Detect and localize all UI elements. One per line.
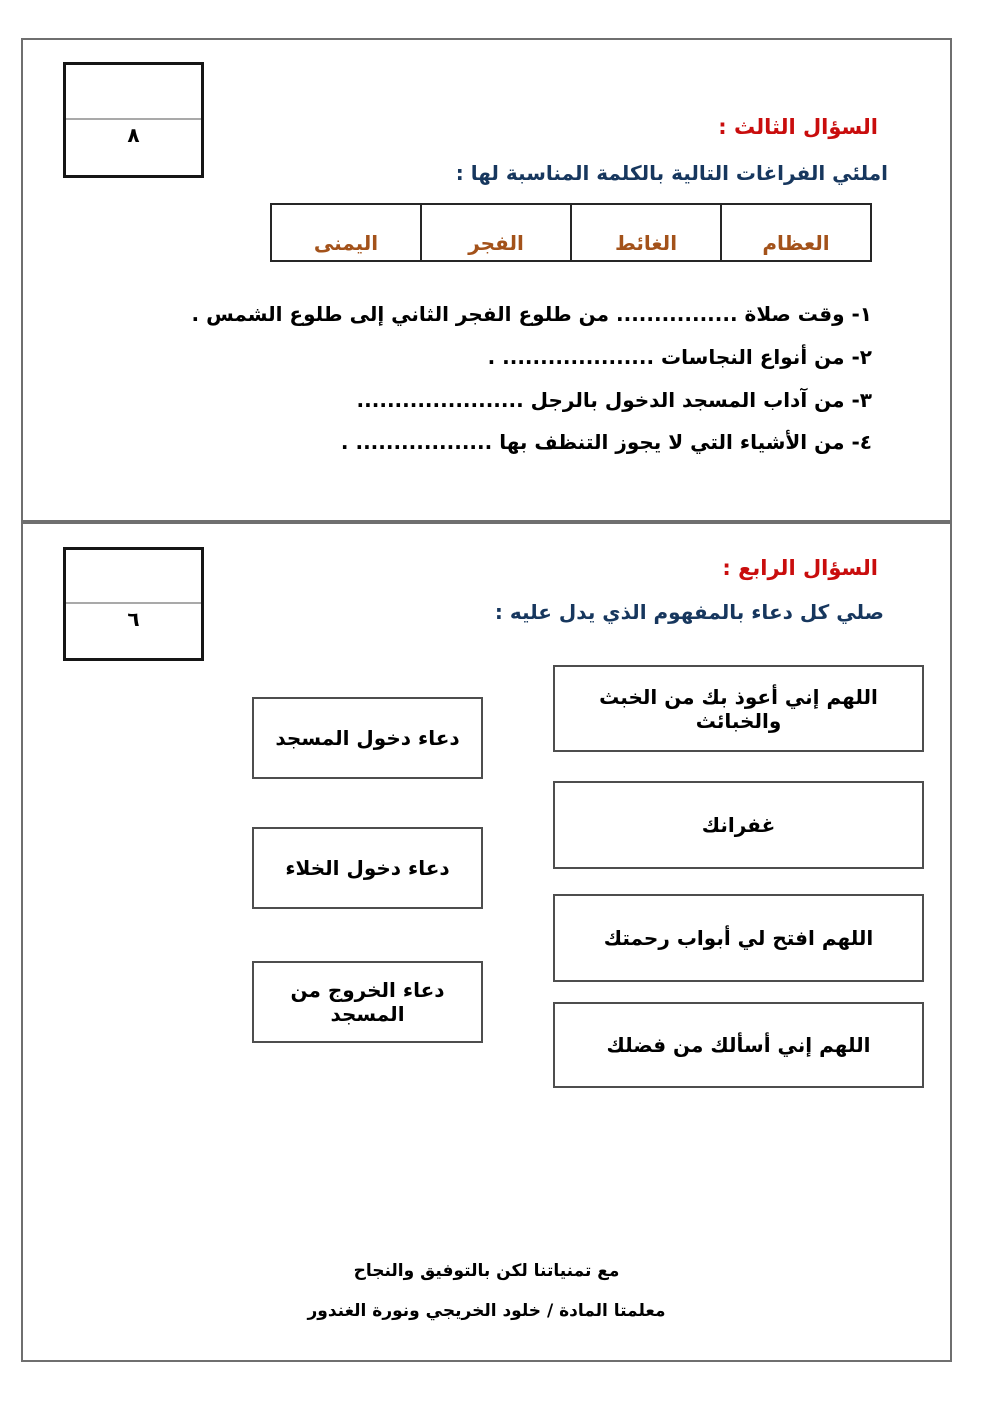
word-bank-cell: الغائط xyxy=(570,205,720,260)
dua-text-box-4: اللهم إني أسألك من فضلك xyxy=(553,1002,924,1088)
word-bank-cell: اليمنى xyxy=(313,231,379,255)
dua-text-box-2: غفرانك xyxy=(553,781,924,869)
score-box-q3-value: ٨ xyxy=(127,122,140,147)
word-bank-cell: الفجر xyxy=(420,205,570,260)
dua-label-box-1: دعاء دخول المسجد xyxy=(252,697,483,779)
word-bank-table xyxy=(270,203,872,262)
dua-text-box-1: اللهم إني أعوذ بك من الخبث والخبائث xyxy=(553,665,924,752)
fill-blank-question-2: ٢- من أنواع النجاسات .................... . xyxy=(487,345,872,369)
footer-teachers-line: معلمتا المادة / خلود الخريجي ونورة الغندور xyxy=(307,1301,666,1321)
question4-instruction: صلي كل دعاء بالمفهوم الذي يدل عليه : xyxy=(494,600,884,624)
dua-label-box-3: دعاء الخروج من المسجد xyxy=(252,961,483,1043)
fill-blank-question-1: ١- وقت صلاة ................ من طلوع الفجر الثاني إلى طلوع الشمس . xyxy=(191,302,872,326)
question4-title: السؤال الرابع : xyxy=(722,556,878,580)
dua-label-box-2: دعاء دخول الخلاء xyxy=(252,827,483,909)
fill-blank-question-3: ٣- من آداب المسجد الدخول بالرجل ...................... xyxy=(356,388,872,412)
question3-title: السؤال الثالث : xyxy=(718,115,878,139)
score-box-q4-value: ٦ xyxy=(127,606,140,631)
fill-blank-question-4: ٤- من الأشياء التي لا يجوز التنظف بها .................. . xyxy=(340,430,872,454)
score-box-q3 xyxy=(63,62,204,178)
question3-instruction: املئي الفراغات التالية بالكلمة المناسبة لها : xyxy=(455,161,888,185)
dua-text-box-3: اللهم افتح لي أبواب رحمتك xyxy=(553,894,924,982)
score-box-q3-empty-cell xyxy=(66,65,201,120)
word-bank-cell: العظام xyxy=(720,205,870,260)
score-box-q4 xyxy=(63,547,204,661)
footer-wish-line: مع تمنياتنا لكن بالتوفيق والنجاح xyxy=(353,1261,620,1281)
score-box-q4-empty-cell xyxy=(66,550,201,604)
